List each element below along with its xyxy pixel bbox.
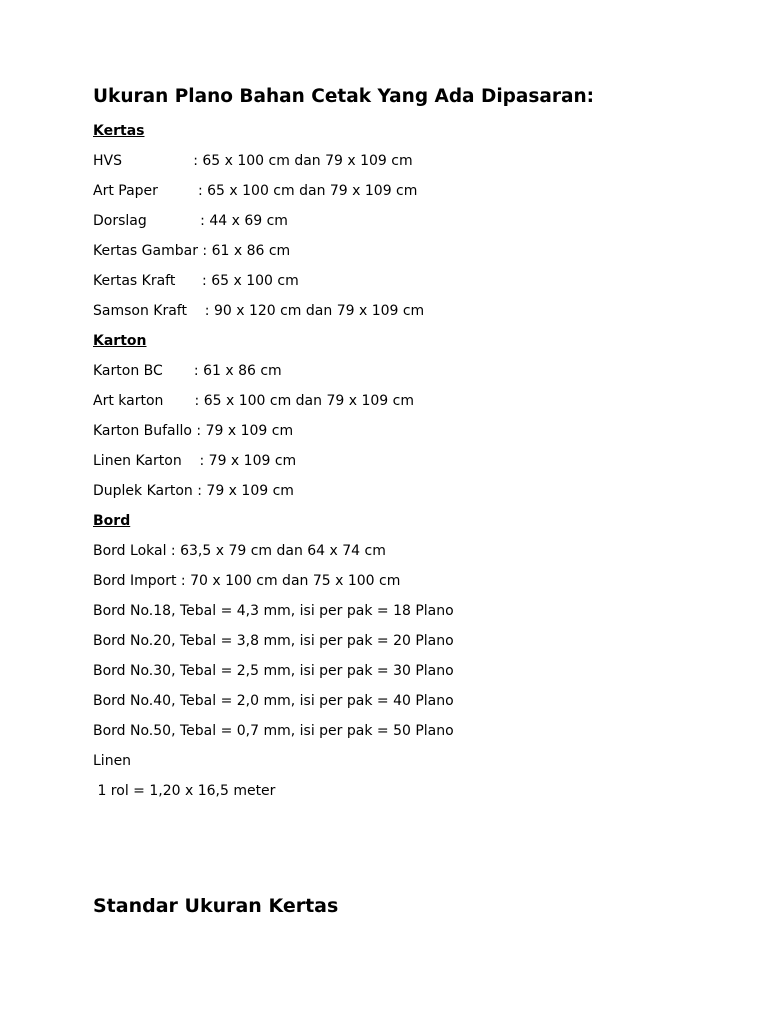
- text-line: Karton BC : 61 x 86 cm: [93, 363, 282, 379]
- text-line: Duplek Karton : 79 x 109 cm: [93, 483, 294, 499]
- text-line: Bord No.40, Tebal = 2,0 mm, isi per pak = 40 Plano: [93, 693, 454, 709]
- section-kertas: [93, 116, 676, 326]
- text-line: Bord Import : 70 x 100 cm dan 75 x 100 cm: [93, 573, 401, 589]
- text-line: Samson Kraft : 90 x 120 cm dan 79 x 109 cm: [93, 303, 425, 319]
- text-line: Karton Bufallo : 79 x 109 cm: [93, 423, 294, 439]
- text-line: Bord No.18, Tebal = 4,3 mm, isi per pak = 18 Plano: [93, 603, 454, 619]
- second-title: Standar Ukuran Kertas: [93, 895, 339, 917]
- text-line: 1 rol = 1,20 x 16,5 meter: [93, 783, 276, 799]
- section-heading-karton: Karton: [93, 333, 147, 349]
- text-line: Bord No.30, Tebal = 2,5 mm, isi per pak = 30 Plano: [93, 663, 454, 679]
- section-bord: [93, 506, 676, 806]
- text-line: Kertas Kraft : 65 x 100 cm: [93, 273, 299, 289]
- text-line: Bord No.50, Tebal = 0,7 mm, isi per pak = 50 Plano: [93, 723, 454, 739]
- title-spacer: [93, 108, 676, 116]
- text-line: Linen Karton : 79 x 109 cm: [93, 453, 297, 469]
- text-line: Art karton : 65 x 100 cm dan 79 x 109 cm: [93, 393, 414, 409]
- text-line: HVS : 65 x 100 cm dan 79 x 109 cm: [93, 153, 413, 169]
- text-line: Art Paper : 65 x 100 cm dan 79 x 109 cm: [93, 183, 418, 199]
- page-title: Ukuran Plano Bahan Cetak Yang Ada Dipasaran:: [93, 86, 595, 107]
- section-spacer: [93, 806, 676, 892]
- section-heading-bord: Bord: [93, 513, 131, 529]
- section-heading-kertas: Kertas: [93, 123, 145, 139]
- text-line: Bord Lokal : 63,5 x 79 cm dan 64 x 74 cm: [93, 543, 386, 559]
- text-line: Linen: [93, 753, 132, 769]
- text-line: Bord No.20, Tebal = 3,8 mm, isi per pak = 20 Plano: [93, 633, 454, 649]
- section-karton: [93, 326, 676, 506]
- text-line: Kertas Gambar : 61 x 86 cm: [93, 243, 291, 259]
- text-line: Dorslag : 44 x 69 cm: [93, 213, 288, 229]
